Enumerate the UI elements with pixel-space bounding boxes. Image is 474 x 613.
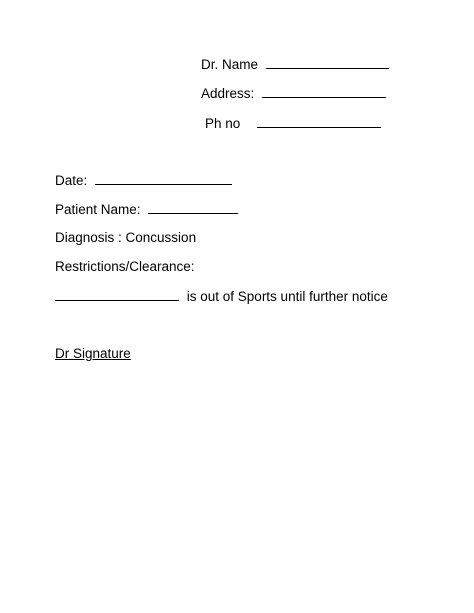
- athlete-name-blank[interactable]: [55, 288, 179, 301]
- restrictions-row: [55, 259, 195, 275]
- diagnosis-text: Diagnosis : Concussion: [55, 230, 197, 245]
- address-row: [201, 85, 386, 101]
- phone-blank[interactable]: [257, 115, 381, 128]
- doctor-name-row: [201, 56, 389, 72]
- address-blank[interactable]: [262, 85, 386, 98]
- phone-row: [205, 115, 381, 131]
- doctor-name-label: Dr. Name: [201, 57, 259, 72]
- address-label: Address:: [201, 86, 255, 101]
- date-row: [55, 172, 232, 188]
- date-blank[interactable]: [95, 172, 232, 185]
- restrictions-label: Restrictions/Clearance:: [55, 259, 195, 274]
- signature-label: Dr Signature: [55, 346, 131, 361]
- doctor-name-blank[interactable]: [266, 56, 389, 69]
- diagnosis-row: [55, 230, 196, 246]
- out-of-sports-row: [55, 288, 388, 304]
- patient-name-label: Patient Name:: [55, 202, 141, 217]
- patient-name-row: [55, 201, 238, 217]
- date-label: Date:: [55, 173, 88, 188]
- signature-row: [55, 346, 131, 362]
- phone-label: Ph no: [205, 116, 241, 131]
- patient-name-blank[interactable]: [148, 201, 238, 214]
- out-of-sports-text: is out of Sports until further notice: [186, 289, 388, 304]
